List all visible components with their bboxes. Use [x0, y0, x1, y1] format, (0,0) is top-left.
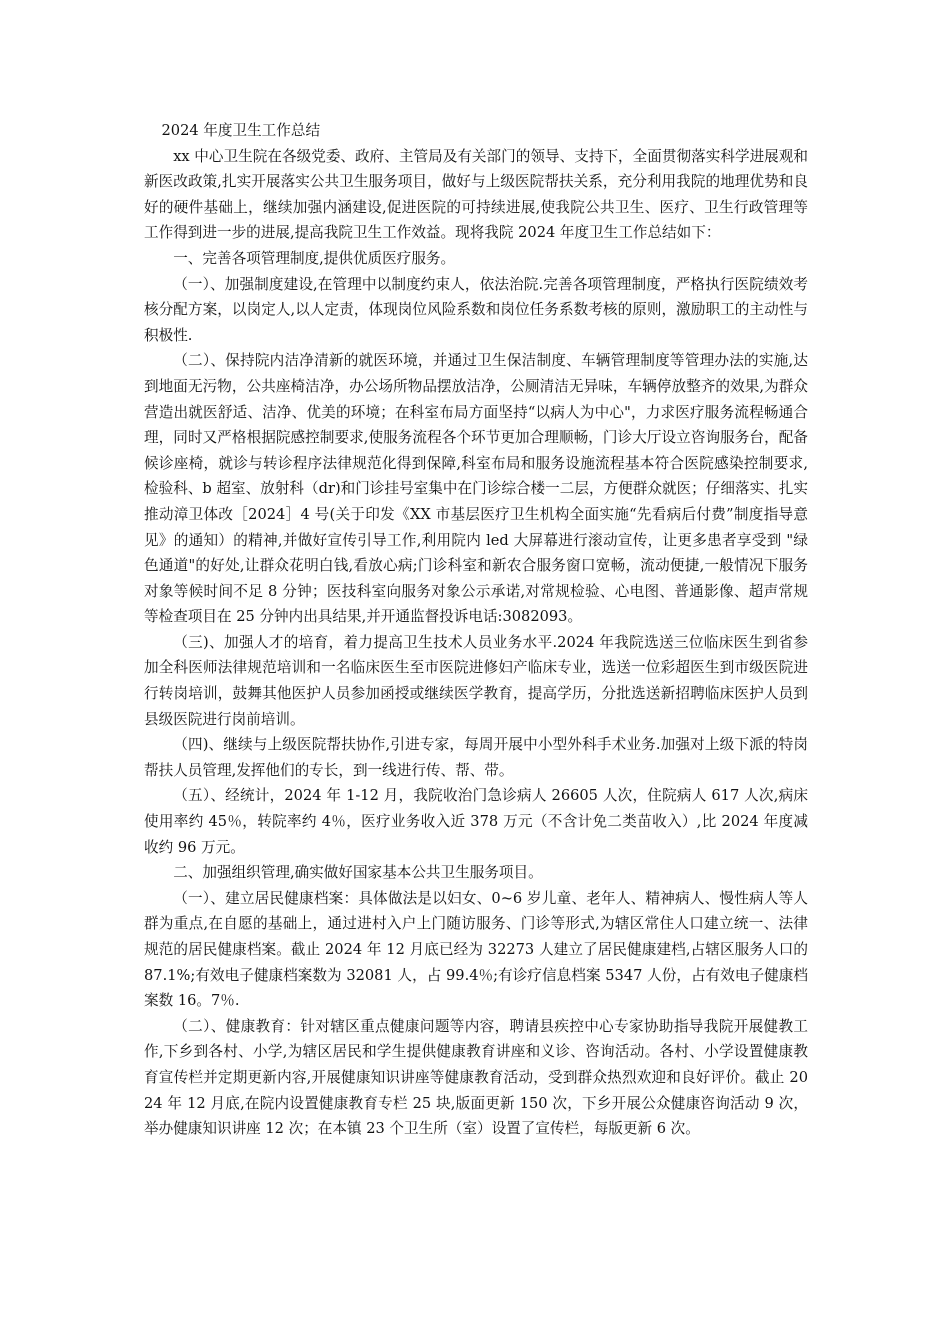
- paragraph-2-1: （一）、建立居民健康档案：具体做法是以妇女、0~6 岁儿童、老年人、精神病人、慢性病人等人群为重点,在自愿的基础上，通过进村入户上门随访服务、门诊等形式,为辖区常住人口建立统一、法律规范的居民健康档案。截止 2024 年 12 月底已经为 32273 人建立了居民健康建档,占辖区服务人口的 87.1%;有效电子健康档案数为 32081 人，占 99.4％;有诊疗信息档案 5347 人份，占有效电子健康档案数 16。7％.: [144, 889, 808, 1010]
- section-heading-2: 二、加强组织管理,确实做好国家基本公共卫生服务项目。: [173, 864, 543, 882]
- paragraph-2-2: （二）、健康教育：针对辖区重点健康问题等内容，聘请县疾控中心专家协助指导我院开展健教工作,下乡到各村、小学,为辖区居民和学生提供健康教育讲座和义诊、咨询活动。各村、小学设置健康教育宣传栏并定期更新内容,开展健康知识讲座等健康教育活动，受到群众热烈欢迎和良好评价。截止 2024 年 12 月底,在院内设置健康教育专栏 25 块,版面更新 150 次，下乡开展公众健康咨询活动 9 次，举办健康知识讲座 12 次；在本镇 23 个卫生所（室）设置了宣传栏，每版更新 6 次。: [144, 1017, 808, 1138]
- paragraph-1-4: （四)、继续与上级医院帮扶协作,引进专家，每周开展中小型外科手术业务.加强对上级下派的特岗帮扶人员管理,发挥他们的专长，到一线进行传、帮、带。: [144, 736, 808, 779]
- document-page: [144, 118, 808, 1142]
- paragraph-1-5: （五）、经统计，2024 年 1-12 月，我院收治门急诊病人 26605 人次，住院病人 617 人次,病床使用率约 45％，转院率约 4％，医疗业务收入近 378 万元（不含计免二类苗收入）,比 2024 年度减收约 96 万元。: [144, 787, 808, 856]
- paragraph-1-2: （二）、保持院内洁净清新的就医环境，并通过卫生保洁制度、车辆管理制度等管理办法的实施,达到地面无污物，公共座椅洁净，办公场所物品摆放洁净，公厕清洁无异味，车辆停放整齐的效果,为群众营造出就医舒适、洁净、优美的环境；在科室布局方面坚持“以病人为中心"，力求医疗服务流程畅通合理，同时又严格根据院感控制要求,使服务流程各个环节更加合理顺畅，门诊大厅设立咨询服务台，配备候诊座椅，就诊与转诊程序法律规范化得到保障,科室布局和服务设施流程基本符合医院感染控制要求,检验科、b 超室、放射科（dr)和门诊挂号室集中在门诊综合楼一二层，方便群众就医；仔细落实、扎实推动漳卫体改［2024］4 号(关于印发《XX 市基层医疗卫生机构全面实施“先看病后付费”制度指导意见》的通知）的精神,并做好宣传引导工作,利用院内 led 大屏幕进行滚动宣传，让更多患者享受到 "绿色通道"的好处,让群众花明白钱,看放心病;门诊科室和新农合服务窗口宽畅，流动便捷,一般情况下服务对象等候时间不足 8 分钟；医技科室向服务对象公示承诺,对常规检验、心电图、普通影像、超声常规等检查项目在 25 分钟内出具结果,并开通监督投诉电话:3082093。: [144, 352, 808, 626]
- paragraph-1-1: （一）、加强制度建设,在管理中以制度约束人，依法治院.完善各项管理制度，严格执行医院绩效考核分配方案，以岗定人,以人定责，体现岗位风险系数和岗位任务系数考核的原则，激励职工的主动性与积极性.: [144, 275, 808, 344]
- section-heading-1: 一、完善各项管理制度,提供优质医疗服务。: [173, 249, 456, 267]
- paragraph-1-3: （三)、加强人才的培育，着力提高卫生技术人员业务水平.2024 年我院选送三位临床医生到省参加全科医师法律规范培训和一名临床医生至市医院进修妇产临床专业，选送一位彩超医生到市级医院进行转岗培训，鼓舞其他医护人员参加函授或继续医学教育，提高学历，分批选送新招聘临床医护人员到县级医院进行岗前培训。: [144, 633, 808, 728]
- paragraph-intro: xx 中心卫生院在各级党委、政府、主管局及有关部门的领导、支持下，全面贯彻落实科学进展观和新医改政策,扎实开展落实公共卫生服务项目，做好与上级医院帮扶关系，充分利用我院的地理优势和良好的硬件基础上，继续加强内涵建设,促进医院的可持续进展,使我院公共卫生、医疗、卫生行政管理等工作得到进一步的进展,提高我院卫生工作效益。现将我院 2024 年度卫生工作总结如下：: [144, 147, 808, 242]
- document-title: 2024 年度卫生工作总结: [161, 122, 321, 139]
